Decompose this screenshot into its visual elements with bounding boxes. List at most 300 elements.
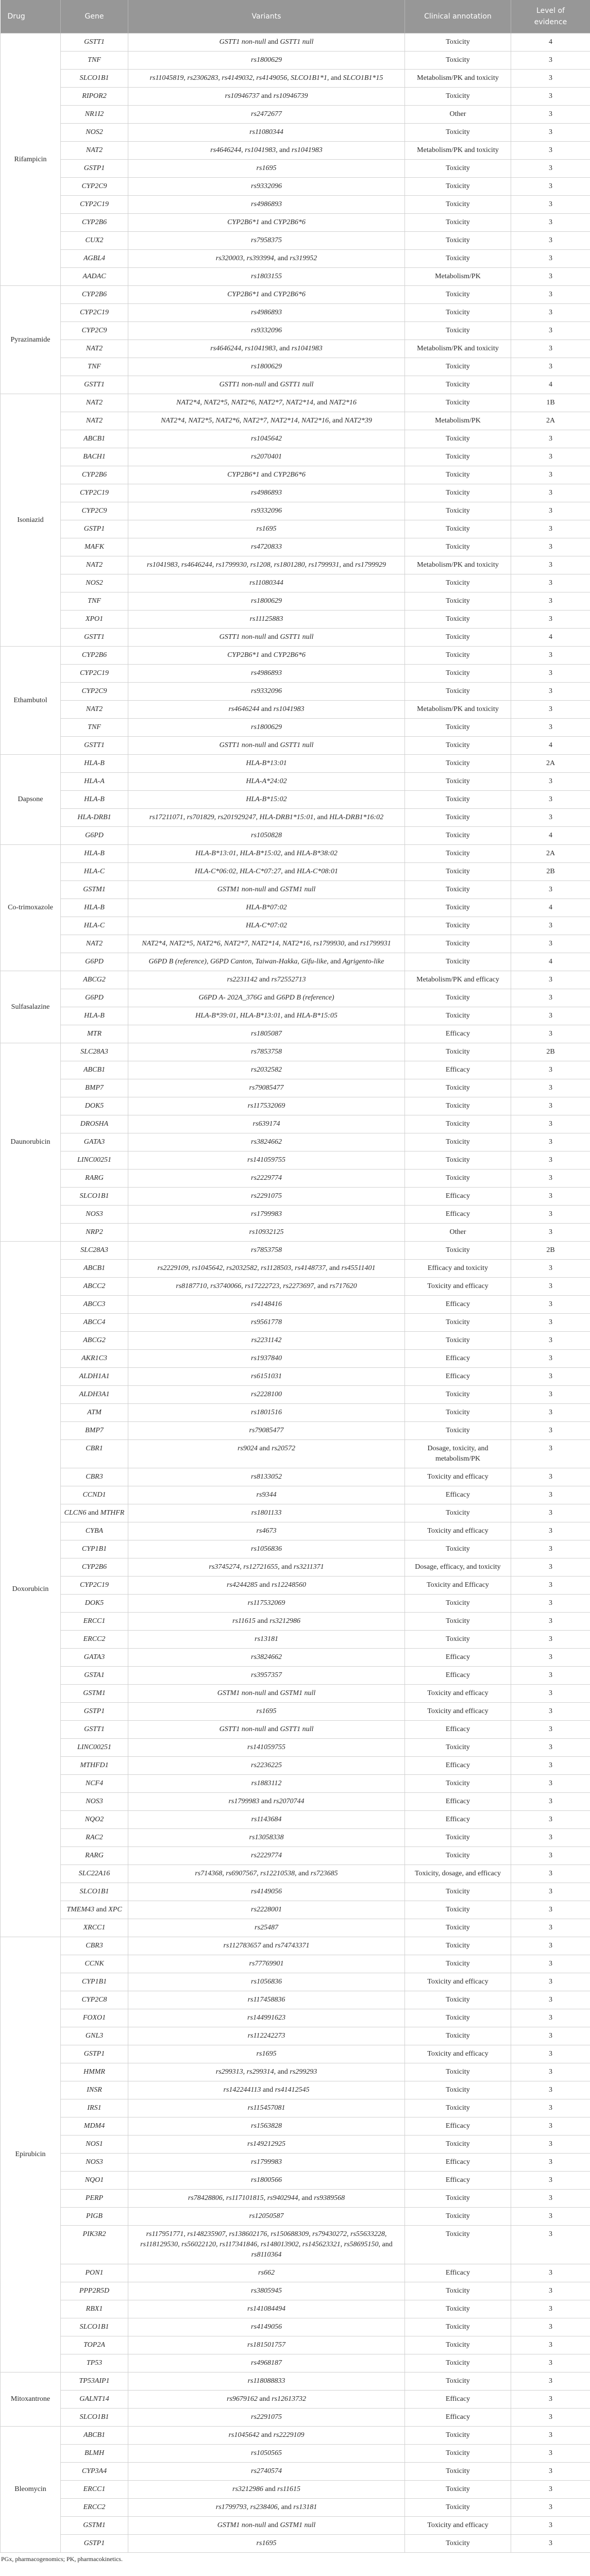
variants-cell: rs4244285 and rs12248560 [128,1577,405,1595]
gene-cell: ABCB1 [61,1260,128,1278]
variants-cell: rs2229774 [128,1170,405,1188]
gene-cell: RAC2 [61,1829,128,1847]
clinical-annotation-cell: Toxicity [405,1332,511,1350]
evidence-level-cell: 3 [511,917,590,935]
table-row [1,1296,590,1314]
table-row [1,773,590,791]
gene-cell: ABCC4 [61,1314,128,1332]
gene-cell: SLC28A3 [61,1043,128,1061]
evidence-level-cell: 3 [511,2445,590,2463]
clinical-annotation-cell: Toxicity [405,448,511,466]
clinical-annotation-cell: Metabolism/PK [405,268,511,286]
table-row [1,1667,590,1685]
gene-cell: ABCB1 [61,1061,128,1079]
table-row [1,953,590,971]
variants-cell: rs1801516 [128,1404,405,1422]
evidence-level-cell: 3 [511,971,590,989]
table-row [1,2481,590,2499]
gene-cell: BMP7 [61,1422,128,1440]
variants-cell: rs299313, rs299314, and rs299293 [128,2063,405,2081]
clinical-annotation-cell: Toxicity [405,953,511,971]
evidence-level-cell: 3 [511,1079,590,1097]
clinical-annotation-cell: Toxicity [405,2372,511,2391]
table-row [1,737,590,755]
variants-cell: rs1800566 [128,2172,405,2190]
clinical-annotation-cell: Toxicity [405,1043,511,1061]
clinical-annotation-cell: Toxicity [405,2354,511,2372]
drug-group [1,2372,590,2427]
evidence-level-cell: 3 [511,1685,590,1703]
gene-cell: HMMR [61,2063,128,2081]
drug-group [1,1242,590,1937]
variants-cell: rs1695 [128,2535,405,2553]
variants-cell: rs2236225 [128,1757,405,1775]
drug-cell: Bleomycin [1,2427,61,2553]
table-row [1,502,590,520]
table-row [1,1314,590,1332]
table-row [1,917,590,935]
table-row [1,2499,590,2517]
table-row [1,1883,590,1901]
evidence-level-cell: 2B [511,1043,590,1061]
evidence-level-cell: 3 [511,2117,590,2136]
table-row [1,142,590,160]
clinical-annotation-cell: Toxicity [405,1540,511,1558]
evidence-level-cell: 3 [511,1224,590,1242]
clinical-annotation-cell: Toxicity [405,1097,511,1115]
evidence-level-cell: 3 [511,160,590,178]
clinical-annotation-cell: Toxicity [405,286,511,304]
variants-cell: rs2229109, rs1045642, rs2032582, rs1128503, rs4148737, and rs45511401 [128,1260,405,1278]
variants-cell: rs9332096 [128,178,405,196]
clinical-annotation-cell: Efficacy [405,1757,511,1775]
variants-cell: rs2229774 [128,1847,405,1865]
evidence-level-cell: 3 [511,196,590,214]
variants-cell: rs4986893 [128,304,405,322]
variants-cell: rs2070401 [128,448,405,466]
clinical-annotation-cell: Toxicity [405,1386,511,1404]
table-row [1,1007,590,1025]
clinical-annotation-cell: Toxicity [405,917,511,935]
evidence-level-cell: 3 [511,2282,590,2300]
evidence-level-cell: 4 [511,629,590,647]
clinical-annotation-cell: Toxicity [405,1955,511,1973]
table-row [1,2336,590,2354]
clinical-annotation-cell: Metabolism/PK and toxicity [405,142,511,160]
evidence-level-cell: 3 [511,1775,590,1793]
evidence-level-cell: 3 [511,1973,590,1991]
clinical-annotation-cell: Toxicity [405,358,511,376]
drug-cell: Daunorubicin [1,1043,61,1242]
evidence-level-cell: 3 [511,484,590,502]
clinical-annotation-cell: Toxicity [405,574,511,592]
clinical-annotation-cell: Toxicity [405,1115,511,1133]
table-row [1,214,590,232]
table-row [1,791,590,809]
clinical-annotation-cell: Toxicity [405,2282,511,2300]
variants-cell: rs2291075 [128,2409,405,2427]
variants-cell: rs1695 [128,1703,405,1721]
variants-cell: rs9332096 [128,683,405,701]
gene-cell: BACH1 [61,448,128,466]
gene-cell: FOXO1 [61,2009,128,2027]
gene-cell: NOS2 [61,124,128,142]
evidence-level-cell: 3 [511,1865,590,1883]
table-row [1,1649,590,1667]
evidence-level-cell: 3 [511,592,590,611]
clinical-annotation-cell: Toxicity [405,2081,511,2099]
clinical-annotation-cell: Toxicity [405,2336,511,2354]
variants-cell: rs2228100 [128,1386,405,1404]
table-row [1,611,590,629]
gene-cell: IRS1 [61,2099,128,2117]
table-row [1,304,590,322]
table-row [1,1703,590,1721]
table-row [1,1775,590,1793]
gene-cell: NCF4 [61,1775,128,1793]
gene-cell: CYP2C19 [61,1577,128,1595]
gene-cell: G6PD [61,989,128,1007]
variants-cell: rs4720833 [128,538,405,556]
table-row [1,1595,590,1613]
evidence-level-cell: 3 [511,1486,590,1504]
gene-cell: BLMH [61,2445,128,2463]
gene-cell: GSTP1 [61,160,128,178]
variants-cell: rs8133052 [128,1468,405,1486]
evidence-level-cell: 4 [511,376,590,394]
table-row [1,178,590,196]
table-row [1,1206,590,1224]
variants-cell: rs1800629 [128,358,405,376]
gene-cell: PIGB [61,2208,128,2226]
clinical-annotation-cell: Efficacy and toxicity [405,1260,511,1278]
clinical-annotation-cell: Toxicity [405,1775,511,1793]
gene-cell: CCND1 [61,1486,128,1504]
drug-group [1,1937,590,2372]
gene-cell: XPO1 [61,611,128,629]
table-row [1,2154,590,2172]
gene-cell: G6PD [61,953,128,971]
variants-cell: rs115457081 [128,2099,405,2117]
clinical-annotation-cell: Toxicity [405,2427,511,2445]
evidence-level-cell: 3 [511,448,590,466]
table-row [1,863,590,881]
gene-cell: NOS2 [61,574,128,592]
clinical-annotation-cell: Toxicity [405,1133,511,1151]
table-row [1,1440,590,1468]
evidence-level-cell: 4 [511,953,590,971]
table-row [1,1224,590,1242]
variants-cell: rs4986893 [128,484,405,502]
gene-cell: SLCO1B1 [61,1883,128,1901]
table-row [1,1829,590,1847]
gene-cell: PPP2R5D [61,2282,128,2300]
table-row [1,899,590,917]
table-row [1,1097,590,1115]
table-row [1,845,590,863]
variants-cell: rs4148416 [128,1296,405,1314]
evidence-level-cell: 3 [511,1188,590,1206]
clinical-annotation-cell: Toxicity [405,2318,511,2336]
table-row [1,1577,590,1595]
evidence-level-cell: 3 [511,1595,590,1613]
drug-cell: Sulfasalazine [1,971,61,1043]
gene-cell: GALNT14 [61,2391,128,2409]
gene-cell: CYP2B6 [61,214,128,232]
gene-cell: NOS3 [61,1793,128,1811]
variants-cell: rs3957357 [128,1667,405,1685]
evidence-level-cell: 3 [511,1151,590,1170]
variants-cell: G6PD B (reference), G6PD Canton, Taiwan-Hakka, Gifu-like, and Agrigento-like [128,953,405,971]
clinical-annotation-cell: Toxicity [405,250,511,268]
gene-cell: NRP2 [61,1224,128,1242]
clinical-annotation-cell: Toxicity [405,376,511,394]
gene-cell: NOS3 [61,1206,128,1224]
table-row [1,1486,590,1504]
variants-cell: rs1695 [128,2045,405,2063]
variants-cell: rs9332096 [128,502,405,520]
gene-cell: CYP2C9 [61,502,128,520]
evidence-level-cell: 3 [511,1522,590,1540]
clinical-annotation-cell: Toxicity [405,2226,511,2264]
gene-cell: MTHFD1 [61,1757,128,1775]
gene-cell: CYP2C8 [61,1991,128,2009]
table-row [1,1278,590,1296]
evidence-level-cell: 3 [511,1314,590,1332]
clinical-annotation-cell: Toxicity [405,232,511,250]
table-row [1,1685,590,1703]
table-row [1,1811,590,1829]
clinical-annotation-cell: Toxicity [405,2190,511,2208]
evidence-level-cell: 3 [511,1937,590,1955]
evidence-level-cell: 3 [511,1739,590,1757]
gene-cell: ABCG2 [61,1332,128,1350]
table-row [1,1631,590,1649]
variants-cell: rs2231142 [128,1332,405,1350]
evidence-level-cell: 3 [511,520,590,538]
variants-cell: rs117532069 [128,1595,405,1613]
clinical-annotation-cell: Toxicity [405,611,511,629]
variants-cell: rs1050828 [128,827,405,845]
variants-cell: rs2032582 [128,1061,405,1079]
table-row [1,2391,590,2409]
table-row [1,1739,590,1757]
evidence-level-cell: 3 [511,1278,590,1296]
variants-cell: NAT2*4, NAT2*5, NAT2*6, NAT2*7, NAT2*14, and NAT2*16 [128,394,405,412]
evidence-level-cell: 3 [511,1097,590,1115]
evidence-level-cell: 4 [511,737,590,755]
clinical-annotation-cell: Toxicity [405,1007,511,1025]
evidence-level-cell: 3 [511,322,590,340]
variants-cell: rs3824662 [128,1133,405,1151]
evidence-level-cell: 3 [511,2045,590,2063]
table-row [1,2208,590,2226]
clinical-annotation-cell: Toxicity [405,629,511,647]
evidence-level-cell: 4 [511,899,590,917]
evidence-level-cell: 3 [511,124,590,142]
evidence-level-cell: 3 [511,2499,590,2517]
variants-cell: rs1563828 [128,2117,405,2136]
clinical-annotation-cell: Toxicity [405,1422,511,1440]
clinical-annotation-cell: Metabolism/PK and toxicity [405,701,511,719]
clinical-annotation-cell: Toxicity [405,863,511,881]
gene-cell: NR1I2 [61,106,128,124]
evidence-level-cell: 3 [511,1991,590,2009]
gene-cell: TOP2A [61,2336,128,2354]
clinical-annotation-cell: Toxicity [405,2208,511,2226]
table-row [1,989,590,1007]
evidence-level-cell: 3 [511,538,590,556]
table-row [1,106,590,124]
clinical-annotation-cell: Efficacy [405,2117,511,2136]
variants-cell: rs1799983 [128,2154,405,2172]
evidence-level-cell: 3 [511,1721,590,1739]
gene-cell: SLCO1B1 [61,70,128,88]
gene-cell: HLA-B [61,899,128,917]
evidence-level-cell: 3 [511,232,590,250]
variants-cell: HLA-C*07:02 [128,917,405,935]
clinical-annotation-cell: Toxicity [405,989,511,1007]
gene-cell: TMEM43 and XPC [61,1901,128,1919]
gene-cell: TNF [61,592,128,611]
gene-cell: CYP1B1 [61,1540,128,1558]
table-row [1,971,590,989]
variants-cell: rs13181 [128,1631,405,1649]
table-row [1,268,590,286]
clinical-annotation-cell: Toxicity [405,1242,511,1260]
variants-cell: rs141059755 [128,1151,405,1170]
table-row [1,250,590,268]
drug-group [1,394,590,647]
gene-cell: NAT2 [61,142,128,160]
table-row [1,2282,590,2300]
evidence-level-cell: 3 [511,214,590,232]
variants-cell: rs142244113 and rs41412545 [128,2081,405,2099]
variants-cell: rs4986893 [128,665,405,683]
clinical-annotation-cell: Toxicity and Efficacy [405,1577,511,1595]
gene-cell: CYBA [61,1522,128,1540]
evidence-level-cell: 3 [511,268,590,286]
evidence-level-cell: 3 [511,611,590,629]
table-row [1,719,590,737]
clinical-annotation-cell: Toxicity, dosage, and efficacy [405,1865,511,1883]
table-row [1,2409,590,2427]
variants-cell: GSTT1 non-null and GSTT1 null [128,376,405,394]
gene-cell: GSTM1 [61,1685,128,1703]
evidence-level-cell: 3 [511,1422,590,1440]
evidence-level-cell: 2B [511,863,590,881]
variants-cell: rs9332096 [128,322,405,340]
table-row [1,1115,590,1133]
table-row [1,2045,590,2063]
variants-cell: rs4149056 [128,1883,405,1901]
evidence-level-cell: 3 [511,2190,590,2208]
variants-cell: rs1799983 [128,1206,405,1224]
evidence-level-cell: 1B [511,394,590,412]
clinical-annotation-cell: Toxicity [405,322,511,340]
variants-cell: rs77769901 [128,1955,405,1973]
drug-cell: Doxorubicin [1,1242,61,1937]
evidence-level-cell: 3 [511,1350,590,1368]
gene-cell: PON1 [61,2264,128,2282]
evidence-level-cell: 3 [511,1404,590,1422]
clinical-annotation-cell: Metabolism/PK [405,412,511,430]
gene-cell: GSTT1 [61,376,128,394]
variants-cell: rs1800629 [128,52,405,70]
gene-cell: ABCB1 [61,2427,128,2445]
table-row [1,2009,590,2027]
gene-cell: NOS1 [61,2136,128,2154]
table-row [1,1901,590,1919]
table-row [1,2226,590,2264]
evidence-level-cell: 3 [511,466,590,484]
evidence-level-cell: 3 [511,2535,590,2553]
gene-cell: SLC22A16 [61,1865,128,1883]
gene-cell: SLC28A3 [61,1242,128,1260]
gene-cell: BMP7 [61,1079,128,1097]
gene-cell: MAFK [61,538,128,556]
evidence-level-cell: 3 [511,935,590,953]
variants-cell: rs141059755 [128,1739,405,1757]
table-footnote: PGx, pharmacogenomics; PK, pharmacokinetics. [1,2555,123,2563]
table-row [1,2354,590,2372]
gene-cell: ERCC2 [61,1631,128,1649]
evidence-level-cell: 3 [511,556,590,574]
variants-cell: rs4149056 [128,2318,405,2336]
gene-cell: CCNK [61,1955,128,1973]
clinical-annotation-cell: Efficacy [405,2172,511,2190]
evidence-level-cell: 3 [511,1829,590,1847]
table-row [1,647,590,665]
table-row [1,70,590,88]
evidence-level-cell: 3 [511,1115,590,1133]
column-header-level: Level of evidence [511,0,590,33]
gene-cell: ABCC2 [61,1278,128,1296]
gene-cell: PERP [61,2190,128,2208]
clinical-annotation-cell: Toxicity [405,2027,511,2045]
variants-cell: rs117532069 [128,1097,405,1115]
table-row [1,286,590,304]
evidence-level-cell: 3 [511,106,590,124]
clinical-annotation-cell: Toxicity [405,665,511,683]
gene-cell: TP53AIP1 [61,2372,128,2391]
gene-cell: NAT2 [61,394,128,412]
clinical-annotation-cell: Toxicity [405,2481,511,2499]
evidence-level-cell: 3 [511,250,590,268]
evidence-level-cell: 3 [511,719,590,737]
table-row [1,430,590,448]
table-row [1,340,590,358]
drug-cell: Pyrazinamide [1,286,61,394]
variants-cell: rs3212986 and rs11615 [128,2481,405,2499]
variants-cell: rs1050565 [128,2445,405,2463]
gene-cell: ATM [61,1404,128,1422]
clinical-annotation-cell: Toxicity and efficacy [405,1468,511,1486]
variants-cell: rs117951771, rs148235907, rs138602176, rs150688309, rs79430272, rs55633228, rs118129530, rs56022120, rs117341846, rs148013902, rs145623321, rs58695150, and rs8110364 [128,2226,405,2264]
evidence-level-cell: 3 [511,2517,590,2535]
gene-cell: GSTP1 [61,2535,128,2553]
evidence-level-cell: 3 [511,1332,590,1350]
evidence-level-cell: 3 [511,1170,590,1188]
variants-cell: rs4646244, rs1041983, and rs1041983 [128,142,405,160]
variants-cell: rs11615 and rs3212986 [128,1613,405,1631]
gene-cell: GSTM1 [61,2517,128,2535]
evidence-level-cell: 4 [511,827,590,845]
clinical-annotation-cell: Toxicity and efficacy [405,1278,511,1296]
evidence-level-cell: 3 [511,1631,590,1649]
table-row [1,1955,590,1973]
clinical-annotation-cell: Efficacy [405,1206,511,1224]
